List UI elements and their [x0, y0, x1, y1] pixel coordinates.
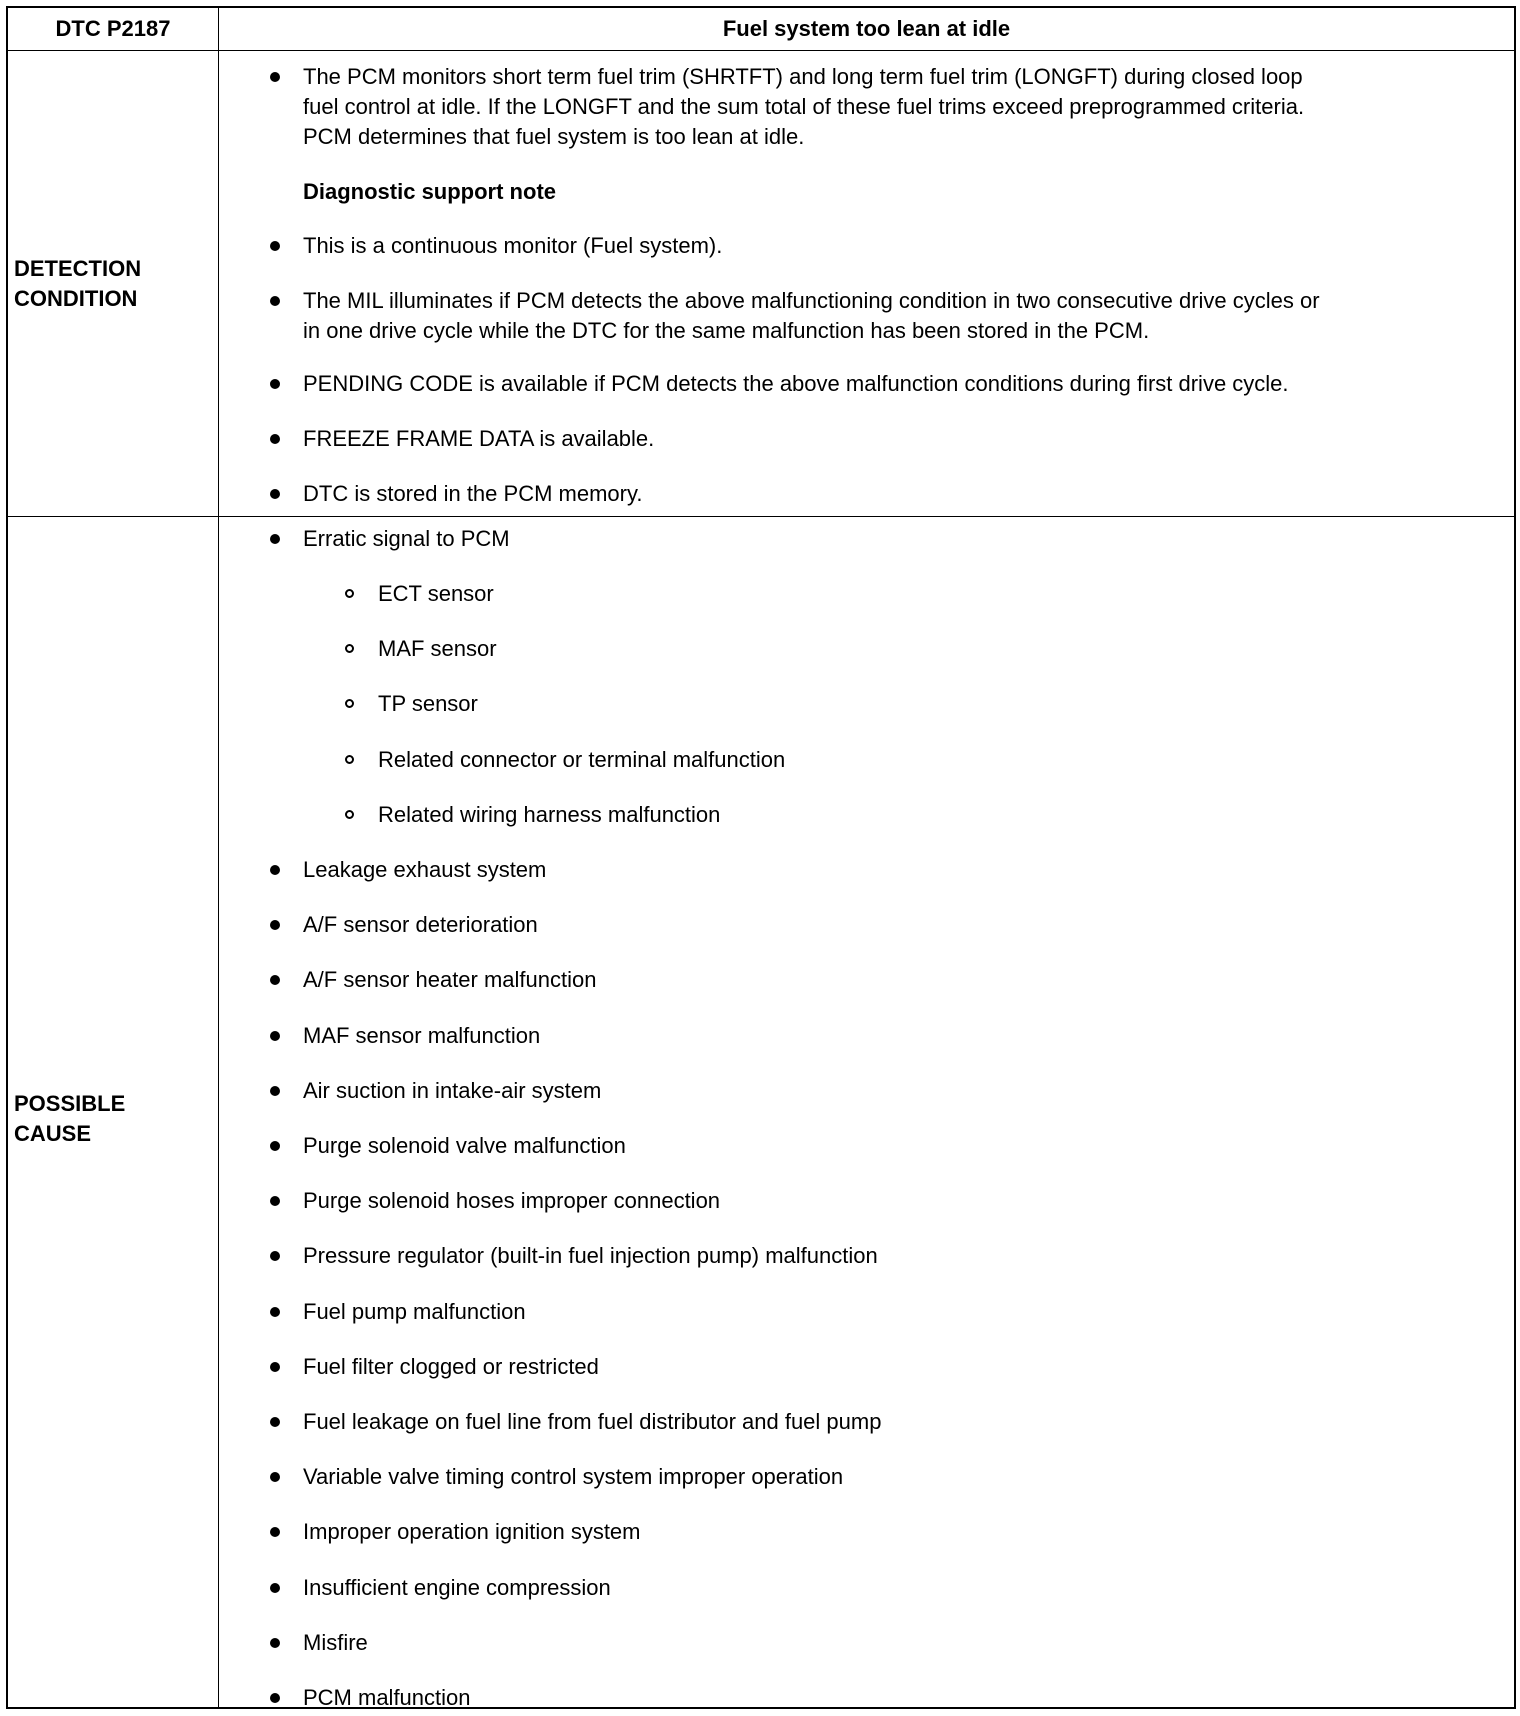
bullet-icon	[270, 534, 280, 544]
bullet-icon	[270, 920, 280, 930]
bullet-icon	[270, 1251, 280, 1261]
dtc-title: Fuel system too lean at idle	[722, 16, 1011, 41]
bullet-icon	[270, 1417, 280, 1427]
cause-sub-item: ECT sensor	[378, 581, 494, 606]
bullet-icon	[270, 1693, 280, 1703]
detection-condition-label: DETECTION CONDITION	[14, 256, 142, 311]
circle-bullet-icon	[345, 699, 354, 708]
bullet-icon	[270, 1307, 280, 1317]
cause-item: Leakage exhaust system	[303, 857, 547, 882]
circle-bullet-icon	[345, 755, 354, 764]
detection-item-3: The MIL illuminates if PCM detects the above malfunctioning condition in two consecutive drive cycles or in one drive cycle while the DTC for the same malfunction has been stored in the PCM.	[303, 288, 1320, 343]
bullet-icon	[270, 72, 280, 82]
cause-item: Purge solenoid valve malfunction	[303, 1133, 626, 1158]
bullet-icon	[270, 1031, 280, 1041]
detection-item-1: The PCM monitors short term fuel trim (SHRTFT) and long term fuel trim (LONGFT) during closed loop fuel control at idle. If the LONGFT and the sum total of these fuel trims exceed preprogrammed criteria. PCM determines that fuel system is too lean at idle.	[303, 64, 1305, 149]
bullet-icon	[270, 865, 280, 875]
bullet-icon	[270, 379, 280, 389]
bullet-icon	[270, 1141, 280, 1151]
bullet-icon	[270, 434, 280, 444]
cause-item: Fuel pump malfunction	[303, 1298, 526, 1324]
bullet-icon	[270, 975, 280, 985]
detection-item-2: This is a continuous monitor (Fuel system).	[303, 233, 723, 258]
bullet-icon	[270, 1472, 280, 1482]
bullet-icon	[270, 489, 280, 499]
diagnostic-support-note: Diagnostic support note	[303, 179, 556, 204]
section-divider	[8, 516, 1514, 517]
bullet-icon	[270, 1583, 280, 1593]
dtc-table	[6, 6, 1516, 1709]
cause-item: Misfire	[303, 1629, 368, 1655]
circle-bullet-icon	[345, 589, 354, 598]
cause-item: Air suction in intake-air system	[303, 1077, 602, 1103]
cause-item: PCM malfunction	[303, 1685, 471, 1710]
bullet-icon	[270, 1086, 280, 1096]
cause-sub-item: MAF sensor	[378, 636, 497, 662]
detection-item-5: FREEZE FRAME DATA is available.	[303, 426, 655, 451]
cause-item: Variable valve timing control system improper operation	[303, 1464, 844, 1490]
bullet-icon	[270, 1527, 280, 1537]
bullet-icon	[270, 296, 280, 306]
bullet-icon	[270, 241, 280, 251]
circle-bullet-icon	[345, 644, 354, 653]
bullet-icon	[270, 1196, 280, 1206]
cause-sub-item: TP sensor	[378, 691, 478, 717]
header-divider	[8, 50, 1514, 51]
detection-item-6: DTC is stored in the PCM memory.	[303, 481, 643, 506]
cause-item: Purge solenoid hoses improper connection	[303, 1188, 721, 1214]
column-divider	[218, 8, 219, 1707]
bullet-icon	[270, 1638, 280, 1648]
cause-main-item: Erratic signal to PCM	[303, 526, 510, 551]
detection-item-4: PENDING CODE is available if PCM detects the above malfunction conditions during first drive cycle.	[303, 371, 1289, 396]
circle-bullet-icon	[345, 810, 354, 819]
cause-item: Fuel leakage on fuel line from fuel distributor and fuel pump	[303, 1409, 882, 1434]
cause-item: A/F sensor deterioration	[303, 912, 538, 938]
cause-sub-item: Related connector or terminal malfunction	[378, 746, 786, 772]
cause-item: Fuel filter clogged or restricted	[303, 1353, 599, 1379]
dtc-code: DTC P2187	[55, 16, 171, 41]
cause-item: Insufficient engine compression	[303, 1574, 611, 1600]
cause-item: A/F sensor heater malfunction	[303, 967, 597, 993]
possible-cause-label: POSSIBLE CAUSE	[14, 1091, 126, 1146]
cause-sub-item: Related wiring harness malfunction	[378, 801, 721, 827]
cause-item: MAF sensor malfunction	[303, 1022, 541, 1048]
bullet-icon	[270, 1362, 280, 1372]
cause-item: Improper operation ignition system	[303, 1519, 641, 1545]
cause-item: Pressure regulator (built-in fuel injection pump) malfunction	[303, 1243, 878, 1269]
